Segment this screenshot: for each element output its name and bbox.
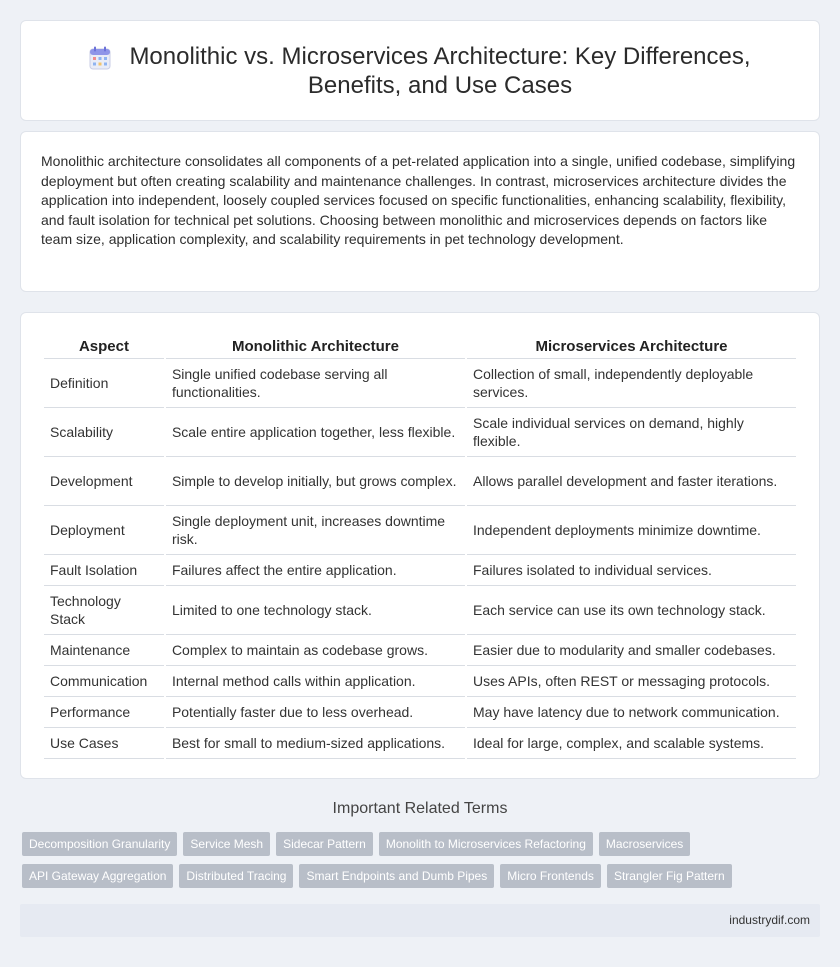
row-aspect: Development: [44, 457, 164, 506]
tag-decomposition-granularity[interactable]: Decomposition Granularity: [22, 832, 177, 856]
row-aspect: Definition: [44, 359, 164, 408]
tag-row: [22, 864, 822, 888]
footer: [20, 904, 820, 937]
table-row: [44, 697, 796, 728]
row-aspect: Communication: [44, 666, 164, 697]
table-row: [44, 728, 796, 759]
footer-site-link[interactable]: industrydif.com: [729, 913, 810, 927]
row-microservices: Easier due to modularity and smaller codebases.: [467, 635, 796, 666]
table-row: [44, 666, 796, 697]
tag-monolith-refactoring[interactable]: Monolith to Microservices Refactoring: [379, 832, 593, 856]
row-microservices: Failures isolated to individual services.: [467, 555, 796, 586]
table-header-row: [44, 333, 796, 359]
header-microservices: Microservices Architecture: [467, 333, 796, 359]
row-aspect: Scalability: [44, 408, 164, 457]
table-row: [44, 635, 796, 666]
row-monolithic: Internal method calls within application.: [166, 666, 465, 697]
table-row: [44, 506, 796, 555]
title-card: [20, 20, 820, 121]
row-aspect: Performance: [44, 697, 164, 728]
table-row: [44, 457, 796, 506]
tag-micro-frontends[interactable]: Micro Frontends: [500, 864, 601, 888]
row-monolithic: Failures affect the entire application.: [166, 555, 465, 586]
row-microservices: Each service can use its own technology stack.: [467, 586, 796, 635]
row-monolithic: Best for small to medium-sized applications.: [166, 728, 465, 759]
row-monolithic: Single unified codebase serving all functionalities.: [166, 359, 465, 408]
row-aspect: Maintenance: [44, 635, 164, 666]
header-monolithic: Monolithic Architecture: [166, 333, 465, 359]
row-microservices: Allows parallel development and faster iterations.: [467, 457, 796, 506]
tag-api-gateway-aggregation[interactable]: API Gateway Aggregation: [22, 864, 173, 888]
table-row: [44, 586, 796, 635]
table-row: [44, 555, 796, 586]
row-aspect: Technology Stack: [44, 586, 164, 635]
comparison-table: [42, 333, 798, 759]
row-microservices: Ideal for large, complex, and scalable systems.: [467, 728, 796, 759]
row-monolithic: Limited to one technology stack.: [166, 586, 465, 635]
row-monolithic: Scale entire application together, less flexible.: [166, 408, 465, 457]
row-monolithic: Simple to develop initially, but grows complex.: [166, 457, 465, 506]
row-monolithic: Complex to maintain as codebase grows.: [166, 635, 465, 666]
table-row: [44, 408, 796, 457]
row-microservices: Uses APIs, often REST or messaging protocols.: [467, 666, 796, 697]
row-aspect: Deployment: [44, 506, 164, 555]
row-microservices: Scale individual services on demand, highly flexible.: [467, 408, 796, 457]
tag-macroservices[interactable]: Macroservices: [599, 832, 690, 856]
page-title: Monolithic vs. Microservices Architecture: Key Differences, Benefits, and Use Cases: [129, 42, 751, 99]
intro-card: [20, 131, 820, 292]
comparison-card: [20, 312, 820, 779]
related-terms-heading: Important Related Terms: [332, 800, 508, 817]
header-aspect: Aspect: [44, 333, 164, 359]
row-monolithic: Single deployment unit, increases downtime risk.: [166, 506, 465, 555]
row-monolithic: Potentially faster due to less overhead.: [166, 697, 465, 728]
tag-smart-endpoints[interactable]: Smart Endpoints and Dumb Pipes: [299, 864, 494, 888]
row-aspect: Fault Isolation: [44, 555, 164, 586]
tag-distributed-tracing[interactable]: Distributed Tracing: [179, 864, 293, 888]
row-microservices: May have latency due to network communication.: [467, 697, 796, 728]
tag-service-mesh[interactable]: Service Mesh: [183, 832, 270, 856]
tag-row: [22, 832, 822, 856]
row-microservices: Independent deployments minimize downtime.: [467, 506, 796, 555]
row-aspect: Use Cases: [44, 728, 164, 759]
tag-sidecar-pattern[interactable]: Sidecar Pattern: [276, 832, 373, 856]
tag-strangler-fig-pattern[interactable]: Strangler Fig Pattern: [607, 864, 732, 888]
related-terms-tags: [22, 832, 822, 896]
row-microservices: Collection of small, independently deployable services.: [467, 359, 796, 408]
table-row: [44, 359, 796, 408]
intro-paragraph: Monolithic architecture consolidates all components of a pet-related application into a single, unified codebase, simplifying deployment but often creating scalability and maintenance challenges. In contrast, microservices architecture divides the application into independent, loosely coupled services focused on specific functionalities, enhancing scalability, flexibility, and fault isolation for technical pet solutions. Choosing between monolithic and microservices depends on factors like team size, application complexity, and scalability requirements in pet technology development.: [41, 153, 796, 247]
